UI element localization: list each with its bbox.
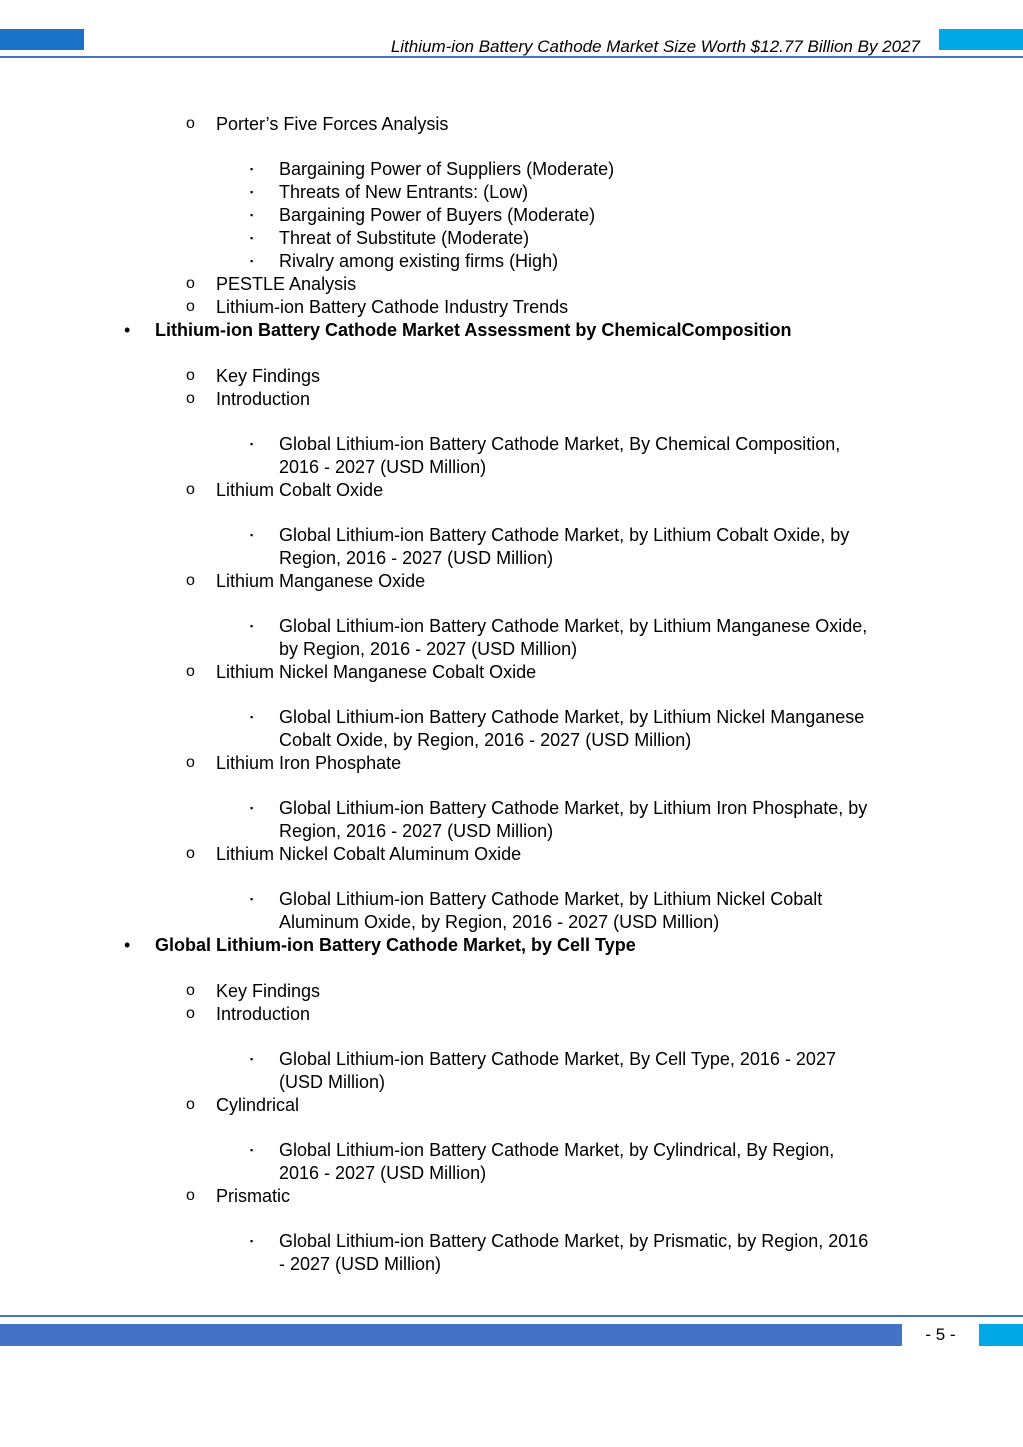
list-item-continuation: by Region, 2016 - 2027 (USD Million) — [279, 639, 578, 659]
list-item: Global Lithium-ion Battery Cathode Market, By Chemical Composition, — [279, 434, 841, 454]
square-bullet-icon: ▪ — [250, 1145, 254, 1155]
list-item: Rivalry among existing firms (High) — [279, 251, 559, 271]
list-item-continuation: - 2027 (USD Million) — [279, 1254, 442, 1274]
section-heading: Global Lithium-ion Battery Cathode Market, by Cell Type — [155, 935, 636, 955]
list-item: Global Lithium-ion Battery Cathode Market, by Lithium Iron Phosphate, by — [279, 798, 868, 818]
footer-accent-right — [979, 1324, 1023, 1346]
square-bullet-icon: ▪ — [250, 894, 254, 904]
list-item: Key Findings — [216, 366, 321, 386]
list-item: PESTLE Analysis — [216, 274, 357, 294]
circle-bullet-icon: o — [186, 845, 195, 862]
circle-bullet-icon: o — [186, 115, 195, 132]
square-bullet-icon: ▪ — [250, 1236, 254, 1246]
circle-bullet-icon: o — [186, 481, 195, 498]
footer-rule — [0, 1315, 1023, 1317]
list-item: Lithium Cobalt Oxide — [216, 480, 384, 500]
list-item: Global Lithium-ion Battery Cathode Market, by Cylindrical, By Region, — [279, 1140, 835, 1160]
circle-bullet-icon: o — [186, 982, 195, 999]
list-item: Lithium Nickel Manganese Cobalt Oxide — [216, 662, 537, 682]
square-bullet-icon: ▪ — [250, 164, 254, 174]
header-title: Lithium-ion Battery Cathode Market Size Worth $12.77 Billion By 2027 — [390, 37, 920, 56]
page-number: - 5 - — [925, 1325, 956, 1344]
circle-bullet-icon: o — [186, 1187, 195, 1204]
list-item-continuation: 2016 - 2027 (USD Million) — [279, 1163, 487, 1183]
list-item: Prismatic — [216, 1186, 291, 1206]
list-item: Lithium-ion Battery Cathode Industry Trends — [216, 297, 569, 317]
list-item: Bargaining Power of Suppliers (Moderate) — [279, 159, 615, 179]
square-bullet-icon: ▪ — [250, 233, 254, 243]
list-item: Global Lithium-ion Battery Cathode Market, By Cell Type, 2016 - 2027 — [279, 1049, 836, 1069]
list-item: Bargaining Power of Buyers (Moderate) — [279, 205, 596, 225]
list-item-continuation: 2016 - 2027 (USD Million) — [279, 457, 487, 477]
circle-bullet-icon: o — [186, 1005, 195, 1022]
list-item: Global Lithium-ion Battery Cathode Market, by Lithium Nickel Manganese — [279, 707, 865, 727]
list-item: Global Lithium-ion Battery Cathode Market, by Lithium Manganese Oxide, — [279, 616, 868, 636]
list-item: Lithium Nickel Cobalt Aluminum Oxide — [216, 844, 522, 864]
square-bullet-icon: ▪ — [250, 803, 254, 813]
square-bullet-icon: ▪ — [250, 621, 254, 631]
circle-bullet-icon: o — [186, 1096, 195, 1113]
square-bullet-icon: ▪ — [250, 712, 254, 722]
list-item: Lithium Iron Phosphate — [216, 753, 402, 773]
list-item-continuation: Region, 2016 - 2027 (USD Million) — [279, 548, 554, 568]
list-item-continuation: (USD Million) — [279, 1072, 386, 1092]
circle-bullet-icon: o — [186, 275, 195, 292]
list-item: Global Lithium-ion Battery Cathode Market, by Prismatic, by Region, 2016 — [279, 1231, 869, 1251]
circle-bullet-icon: o — [186, 754, 195, 771]
disc-bullet-icon: • — [124, 935, 131, 955]
header-accent-left — [0, 29, 84, 50]
list-item: Global Lithium-ion Battery Cathode Market, by Lithium Cobalt Oxide, by — [279, 525, 850, 545]
list-item: Global Lithium-ion Battery Cathode Market, by Lithium Nickel Cobalt — [279, 889, 823, 909]
list-item-continuation: Region, 2016 - 2027 (USD Million) — [279, 821, 554, 841]
square-bullet-icon: ▪ — [250, 530, 254, 540]
list-item: Introduction — [216, 1004, 311, 1024]
square-bullet-icon: ▪ — [250, 187, 254, 197]
list-item-continuation: Aluminum Oxide, by Region, 2016 - 2027 (USD Million) — [279, 912, 720, 932]
list-item: Lithium Manganese Oxide — [216, 571, 426, 591]
circle-bullet-icon: o — [186, 663, 195, 680]
list-item: Key Findings — [216, 981, 321, 1001]
circle-bullet-icon: o — [186, 298, 195, 315]
square-bullet-icon: ▪ — [250, 439, 254, 449]
footer-bar — [0, 1324, 902, 1346]
list-item: Porter’s Five Forces Analysis — [216, 114, 449, 134]
header-accent-right — [939, 29, 1023, 50]
section-heading: Lithium-ion Battery Cathode Market Assessment by ChemicalComposition — [155, 320, 792, 340]
circle-bullet-icon: o — [186, 390, 195, 407]
square-bullet-icon: ▪ — [250, 210, 254, 220]
list-item: Threats of New Entrants: (Low) — [279, 182, 529, 202]
list-item: Introduction — [216, 389, 311, 409]
circle-bullet-icon: o — [186, 572, 195, 589]
list-item-continuation: Cobalt Oxide, by Region, 2016 - 2027 (USD Million) — [279, 730, 692, 750]
square-bullet-icon: ▪ — [250, 256, 254, 266]
header-rule — [0, 56, 1023, 58]
disc-bullet-icon: • — [124, 320, 131, 340]
square-bullet-icon: ▪ — [250, 1054, 254, 1064]
circle-bullet-icon: o — [186, 367, 195, 384]
list-item: Cylindrical — [216, 1095, 300, 1115]
list-item: Threat of Substitute (Moderate) — [279, 228, 530, 248]
